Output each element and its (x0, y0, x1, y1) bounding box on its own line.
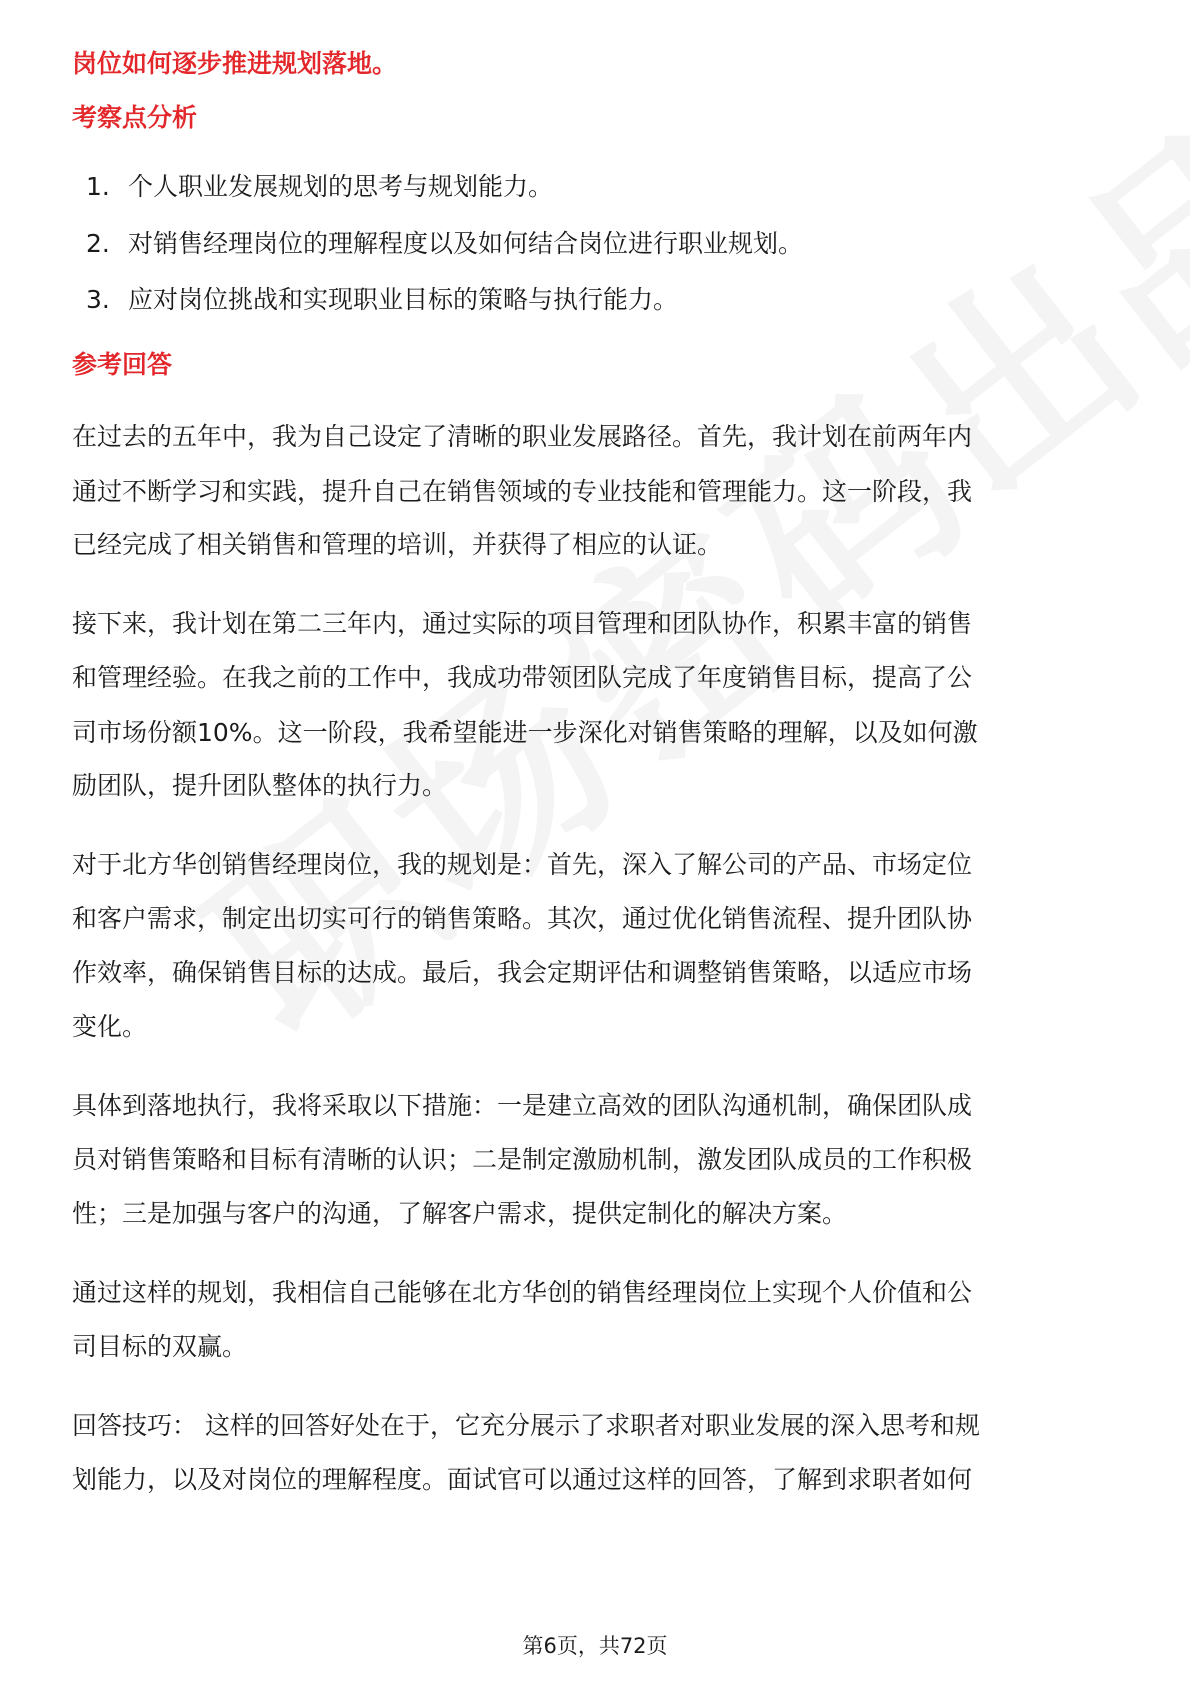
paragraph-line: 性；三是加强与客户的沟通，了解客户需求，提供定制化的解决方案。 (72, 1199, 848, 1228)
paragraph-line: 对于北方华创销售经理岗位，我的规划是：首先，深入了解公司的产品、市场定位 (72, 850, 973, 879)
list-item-number: 2. (86, 229, 110, 258)
paragraph-line: 励团队，提升团队整体的执行力。 (72, 771, 448, 800)
list-item (86, 170, 553, 204)
list-item-number: 1. (86, 172, 110, 201)
list-item-text: 个人职业发展规划的思考与规划能力。 (128, 172, 554, 201)
page-number: 第6页，共72页 (522, 1634, 668, 1658)
paragraph-line: 接下来，我计划在第二三年内，通过实际的项目管理和团队协作，积累丰富的销售 (72, 609, 973, 638)
question-heading-tail: 岗位如何逐步推进规划落地。 (72, 49, 398, 78)
section-title-analysis: 考察点分析 (72, 103, 198, 132)
paragraph-line: 变化。 (72, 1012, 148, 1041)
paragraph-line: 在过去的五年中，我为自己设定了清晰的职业发展路径。首先，我计划在前两年内 (72, 422, 973, 451)
paragraph-line: 员对销售策略和目标有清晰的认识；二是制定激励机制，激发团队成员的工作积极 (72, 1145, 973, 1174)
paragraph-line: 具体到落地执行，我将采取以下措施：一是建立高效的团队沟通机制，确保团队成 (72, 1091, 973, 1120)
paragraph-line: 和管理经验。在我之前的工作中，我成功带领团队完成了年度销售目标，提高了公 (72, 663, 973, 692)
paragraph-line: 作效率，确保销售目标的达成。最后，我会定期评估和调整销售策略，以适应市场 (72, 958, 973, 987)
list-item (86, 283, 678, 317)
section-title-answer: 参考回答 (72, 350, 173, 379)
paragraph-line: 和客户需求，制定出切实可行的销售策略。其次，通过优化销售流程、提升团队协 (72, 904, 973, 933)
paragraph-line: 通过不断学习和实践，提升自己在销售领域的专业技能和管理能力。这一阶段，我 (72, 477, 973, 506)
list-item-text: 应对岗位挑战和实现职业目标的策略与执行能力。 (128, 285, 679, 314)
paragraph-line: 划能力，以及对岗位的理解程度。面试官可以通过这样的回答，了解到求职者如何 (72, 1465, 973, 1494)
paragraph-line: 司市场份额10%。这一阶段，我希望能进一步深化对销售策略的理解，以及如何激 (72, 718, 978, 747)
list-item (86, 227, 803, 261)
paragraph-line: 已经完成了相关销售和管理的培训，并获得了相应的认证。 (72, 530, 723, 559)
list-item-number: 3. (86, 285, 110, 314)
paragraph-line: 通过这样的规划，我相信自己能够在北方华创的销售经理岗位上实现个人价值和公 (72, 1278, 973, 1307)
paragraph-line: 司目标的双赢。 (72, 1332, 248, 1361)
list-item-text: 对销售经理岗位的理解程度以及如何结合岗位进行职业规划。 (128, 229, 804, 258)
paragraph-line: 回答技巧： 这样的回答好处在于，它充分展示了求职者对职业发展的深入思考和规 (72, 1411, 980, 1440)
